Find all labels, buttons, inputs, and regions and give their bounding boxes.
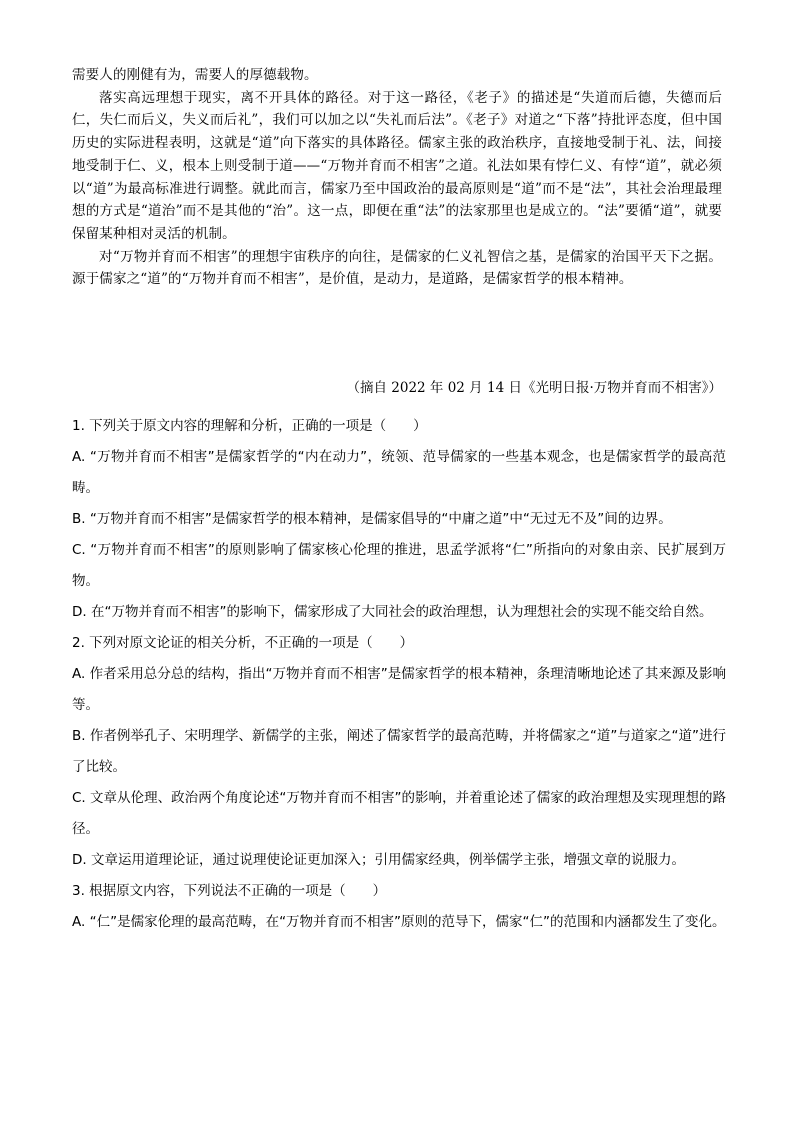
question-1-option-a: A. “万物并育而不相害”是儒家哲学的“内在动力”，统领、范导儒家的一些基本观念，也是儒家哲学的最高范畴。 <box>72 449 726 496</box>
question-2-option-a: A. 作者采用总分总的结构，指出“万物并育而不相害”是儒家哲学的根本精神，条理清晰地论述了其来源及影响等。 <box>72 666 726 713</box>
passage-paragraph-2: 落实高远理想于现实，离不开具体的路径。对于这一路径，《老子》的描述是“失道而后德，失德而后仁，失仁而后义，失义而后礼”，我们可以加之以“失礼而后法”。《老子》对道之“下落”持批评态度，但中国历史的实际进程表明，这就是“道”向下落实的具体路径。儒家主张的政治秩序，直接地受制于礼、法，间接地受制于仁、义，根本上则受制于道——“万物并育而不相害”之道。礼法如果有悖仁义、有悖“道”，就必须以“道”为最高标准进行调整。就此而言，儒家乃至中国政治的最高原则是“道”而不是“法”，其社会治理最理想的方式是“道治”而不是其他的“治”。这一点，即便在重“法”的法家那里也是成立的。“法”要循“道”，就要保留某种相对灵活的机制。 <box>72 89 722 242</box>
question-3 <box>72 876 726 938</box>
question-3-stem: 3. 根据原文内容，下列说法不正确的一项是（ ） <box>72 883 387 899</box>
question-1-option-b: B. “万物并育而不相害”是儒家哲学的根本精神，是儒家倡导的“中庸之道”中“无过无不及”间的边界。 <box>72 511 672 527</box>
question-1-option-c: C. “万物并育而不相害”的原则影响了儒家核心伦理的推进，思孟学派将“仁”所指向的对象由亲、民扩展到万物。 <box>72 542 726 589</box>
passage-source: （摘自 2022 年 02 月 14 日《光明日报·万物并育而不相害》） <box>346 380 722 396</box>
question-2-option-b: B. 作者例举孔子、宋明理学、新儒学的主张，阐述了儒家哲学的最高范畴，并将儒家之“道”与道家之“道”进行了比较。 <box>72 728 726 775</box>
question-1 <box>72 411 726 628</box>
question-2 <box>72 628 726 876</box>
passage-paragraph-1: 需要人的刚健有为，需要人的厚德载物。 <box>72 67 318 83</box>
question-2-stem: 2. 下列对原文论证的相关分析，不正确的一项是（ ） <box>72 635 414 651</box>
question-list <box>72 411 726 938</box>
question-1-option-d: D. 在“万物并育而不相害”的影响下，儒家形成了大同社会的政治理想，认为理想社会的实现不能交给自然。 <box>72 604 713 620</box>
passage-paragraph-3: 对“万物并育而不相害”的理想宇宙秩序的向往，是儒家的仁义礼智信之基，是儒家的治国平天下之据。源于儒家之“道”的“万物并育而不相害”，是价值，是动力，是道路，是儒家哲学的根本精神。 <box>72 248 722 288</box>
question-2-option-d: D. 文章运用道理论证，通过说理使论证更加深入；引用儒家经典，例举儒学主张，增强文章的说服力。 <box>72 852 685 868</box>
question-3-option-a: A. “仁”是儒家伦理的最高范畴，在“万物并育而不相害”原则的范导下，儒家“仁”的范围和内涵都发生了变化。 <box>72 914 726 930</box>
question-1-stem: 1. 下列关于原文内容的理解和分析，正确的一项是（ ） <box>72 418 427 434</box>
reading-passage <box>72 64 722 291</box>
question-2-option-c: C. 文章从伦理、政治两个角度论述“万物并育而不相害”的影响，并着重论述了儒家的政治理想及实现理想的路径。 <box>72 790 726 837</box>
